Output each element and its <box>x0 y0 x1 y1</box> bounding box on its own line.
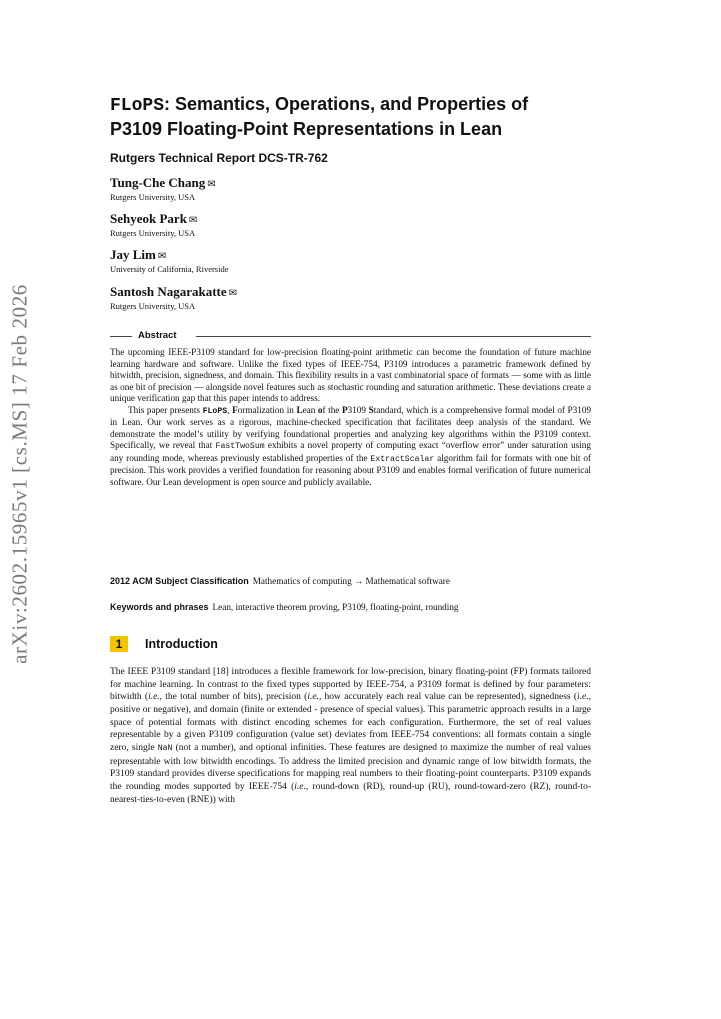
author-affiliation: Rutgers University, USA <box>110 301 196 311</box>
abstract-heading: Abstract <box>135 330 180 342</box>
arxiv-identifier-text: arXiv:2602.15965v1 [cs.MS] 17 Feb 2026 <box>7 284 32 664</box>
acm-classification <box>110 576 591 587</box>
author-block <box>110 176 216 202</box>
author-name: Tung-Che Chang <box>110 175 206 190</box>
envelope-icon[interactable]: ✉ <box>188 215 198 226</box>
section-number: 1 <box>110 636 128 652</box>
author-affiliation: University of California, Riverside <box>110 264 229 274</box>
keywords-label: Keywords and phrases <box>110 602 209 612</box>
author-name: Santosh Nagarakatte <box>110 284 227 299</box>
author-affiliation: Rutgers University, USA <box>110 192 196 202</box>
abstract-heading-rule <box>110 330 591 342</box>
paper-title <box>110 93 591 141</box>
code-extractscalar: ExtractScalar <box>370 454 435 464</box>
author-block <box>110 248 229 274</box>
author-block <box>110 212 197 238</box>
keywords <box>110 602 591 613</box>
code-fasttwosum: FastTwoSum <box>215 442 265 452</box>
title-system-name: FLoPS <box>110 96 165 116</box>
envelope-icon[interactable]: ✉ <box>157 251 167 262</box>
acm-label: 2012 ACM Subject Classification <box>110 576 249 586</box>
intro-paragraph: The IEEE P3109 standard [18] introduces a flexible framework for low-precision, binary floating-point (FP) formats tailored for machine learning. In contrast to the fixed types supported by IEEE-754, a P3109 format is defined by four parameters: bitwidth (i.e., the total number of bits), precision (i.e., how accurately each real value can be represented), signedness (i.e., positive or negative), and domain (finite or extended - presence of special values). This parametric approach results in a large space of potential formats with distinct encoding schemes for each configuration. Furthermore, the set of real values representable by a given P3109 configuration (value set) deviates from IEEE-754 conventions: all formats contain a single zero, single NaN (not a number), and optional infinities. These features are designed to maximize the number of real values representable with low bitwidth encodings. To address the limited precision and dynamic range of low bitwidth formats, the P3109 standard provides diverse specifications for mapping real numbers to their floating-point counterparts. P3109 expands the rounding modes supported by IEEE-754 (i.e., round-down (RD), round-up (RU), round-toward-zero (RZ), round-to-nearest-ties-to-even (RNE)) with <box>110 667 591 805</box>
system-name: FLoPS <box>202 406 228 416</box>
abstract-paragraph-2: This paper presents FLoPS, Formalization in Lean of the P3109 Standard, which is a comprehensive formal model of P3109 in Lean. Our work serves as a rigorous, machine-checked specification that facilitates deep analysis of the standard. We demonstrate the model’s utility by verifying foundational properties and analyzing key algorithms within the P3109 context. Specifically, we reveal that FastTwoSum exhibits a novel property of computing exact “overflow error” under saturation using any rounding mode, whereas previously established properties of the ExtractScalar algorithm fail for formats with one bit of precision. This work provides a verified foundation for reasoning about P3109 and enables formal verification of future numerical software. Our Lean development is open source and publicly available. <box>110 404 592 488</box>
abstract-paragraph-1: The upcoming IEEE-P3109 standard for low-precision floating-point arithmetic can become the foundation of future machine learning hardware and software. Unlike the fixed types of IEEE-754, P3109 introduces a parametric framework defined by bitwidth, precision, signedness, and domain. This flexibility results in a vast combinatorial space of formats — some with as little as one bit of precision — alongside novel features such as stochastic rounding and saturation arithmetic. These deviations create a unique verification gap that this paper intends to address. <box>110 347 591 404</box>
title-line-1: : Semantics, Operations, and Properties of <box>164 94 529 114</box>
envelope-icon[interactable]: ✉ <box>228 288 238 299</box>
report-subtitle: Rutgers Technical Report DCS-TR-762 <box>110 151 328 165</box>
abstract-body <box>110 347 591 489</box>
abstract-rule-left <box>110 336 132 337</box>
arxiv-identifier <box>2 284 38 664</box>
envelope-icon[interactable]: ✉ <box>207 179 216 190</box>
abstract-rule-right <box>196 336 591 337</box>
author-block <box>110 285 237 311</box>
author-name: Sehyeok Park <box>110 211 187 226</box>
section-heading <box>110 636 591 654</box>
title-line-2: P3109 Floating-Point Representations in Lean <box>110 119 503 139</box>
code-nan: NaN <box>157 743 173 753</box>
acm-value: Mathematics of computing → Mathematical software <box>252 576 450 586</box>
author-affiliation: Rutgers University, USA <box>110 228 196 238</box>
keywords-value: Lean, interactive theorem proving, P3109, floating-point, rounding <box>212 602 459 612</box>
author-name: Jay Lim <box>110 247 156 262</box>
section-title: Introduction <box>145 637 218 651</box>
